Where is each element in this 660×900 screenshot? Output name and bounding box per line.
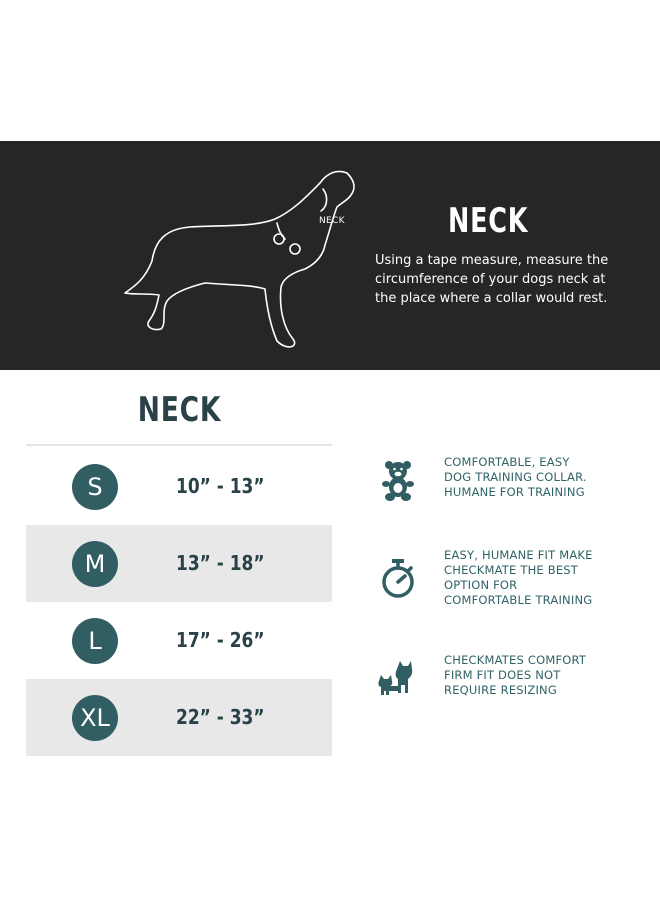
neck-callout-label: NECK bbox=[319, 216, 345, 226]
size-row-m bbox=[26, 525, 332, 602]
size-badge-l: L bbox=[72, 618, 118, 664]
two-dogs-icon bbox=[375, 655, 421, 701]
banner-description: Using a tape measure, measure the circumference of your dogs neck at the place where a collar would rest. bbox=[375, 253, 609, 306]
size-chart-table bbox=[26, 448, 332, 756]
size-chart-title: NECK bbox=[137, 390, 221, 430]
banner-title: NECK bbox=[448, 201, 529, 241]
size-row-l bbox=[26, 602, 332, 679]
size-row-s bbox=[26, 448, 332, 525]
size-badge-xl: XL bbox=[72, 695, 118, 741]
size-range-m: 13” - 18” bbox=[176, 551, 265, 575]
size-row-xl bbox=[26, 679, 332, 756]
dog-outline-illustration bbox=[115, 161, 365, 351]
size-range-xl: 22” - 33” bbox=[176, 705, 265, 729]
size-badge-s: S bbox=[72, 464, 118, 510]
teddy-bear-icon bbox=[375, 457, 421, 503]
size-badge-m: M bbox=[72, 541, 118, 587]
stopwatch-icon bbox=[375, 556, 421, 602]
size-chart-divider bbox=[26, 444, 332, 446]
neck-measure-banner bbox=[0, 141, 660, 370]
feature-text-firm-fit: CHECKMATES COMFORT FIRM FIT DOES NOT REQUIRE RESIZING bbox=[444, 653, 587, 697]
size-range-s: 10” - 13” bbox=[176, 474, 265, 498]
feature-text-humane-fit: EASY, HUMANE FIT MAKE CHECKMATE THE BEST OPTION FOR COMFORTABLE TRAINING bbox=[444, 548, 593, 607]
size-range-l: 17” - 26” bbox=[176, 628, 265, 652]
feature-text-comfortable: COMFORTABLE, EASY DOG TRAINING COLLAR. HUMANE FOR TRAINING bbox=[444, 455, 587, 499]
